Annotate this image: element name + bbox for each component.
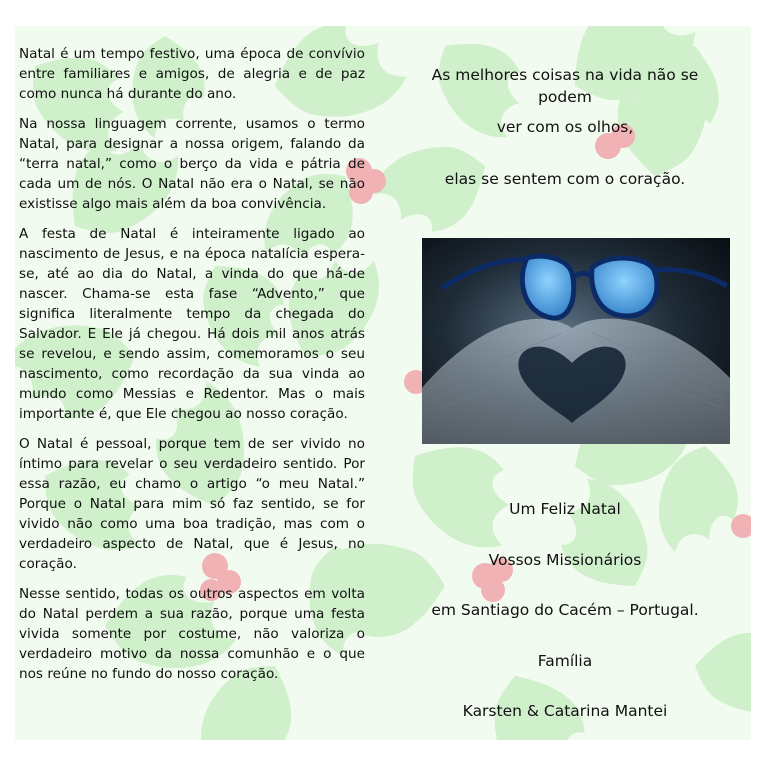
greeting-line-1: Um Feliz Natal	[509, 500, 621, 518]
christmas-letter-card	[15, 26, 751, 740]
greeting-line-2: Vossos Missionários	[488, 550, 642, 569]
glasses-on-book-heart-shadow-image	[422, 238, 730, 444]
quote-line-3: elas se sentem com o coração.	[444, 170, 686, 188]
greeting-line-4: Família	[537, 651, 593, 670]
quote-block	[403, 64, 727, 220]
glasses-on-book-photo	[422, 238, 730, 444]
article-paragraph-2: Na nossa linguagem corrente, usamos o termo Natal, para designar a nossa origem, falando da “terra natal,” como o berço da vida e pátria de cada um de nós. O Natal não era o Natal, se não existisse algo mais além da boa convivência.	[19, 116, 365, 212]
article-paragraph-1: Natal é um tempo festivo, uma época de convívio entre familiares e amigos, de alegria e de paz como nunca há durante do ano.	[19, 46, 365, 102]
greeting-line-5: Karsten & Catarina Mantei	[462, 702, 668, 720]
quote-line-2: ver com os olhos,	[496, 118, 634, 136]
article-column	[19, 44, 365, 694]
article-paragraph-5: Nesse sentido, todas os outros aspectos em volta do Natal perdem a sua razão, porque uma festa vivida somente por costume, não valoriza o verdadeiro motivo da nossa comunhão e o que nos reúne no fundo do nosso coração.	[19, 586, 365, 682]
article-paragraph-4: O Natal é pessoal, porque tem de ser vivido no íntimo para revelar o seu verdadeiro sentido. Por essa razão, eu chamo o artigo “o meu Natal.” Porque o Natal para mim só faz sentido, se for vivido não como uma boa tradição, mas com o verdadeiro aspecto de Natal, que é Jesus, no coração.	[19, 436, 365, 572]
article-paragraph-3: A festa de Natal é inteiramente ligado ao nascimento de Jesus, e na época natalícia espera-se, até ao dia do Natal, a vinda do que há-de nascer. Chama-se esta fase “Advento,” que significa literalmente tempo da chegada do Salvador. E Ele já chegou. Há dois mil anos atrás se revelou, e sendo assim, comemoramos o seu nascimento, como recordação da sua vinda ao mundo como Messias e Redentor. Mas o mais importante é, que Ele chegou ao nosso coração.	[19, 226, 365, 422]
quote-line-1: As melhores coisas na vida não se podem	[431, 66, 699, 106]
greeting-line-3: em Santiago do Cacém – Portugal.	[431, 601, 699, 619]
greeting-block	[403, 498, 727, 740]
